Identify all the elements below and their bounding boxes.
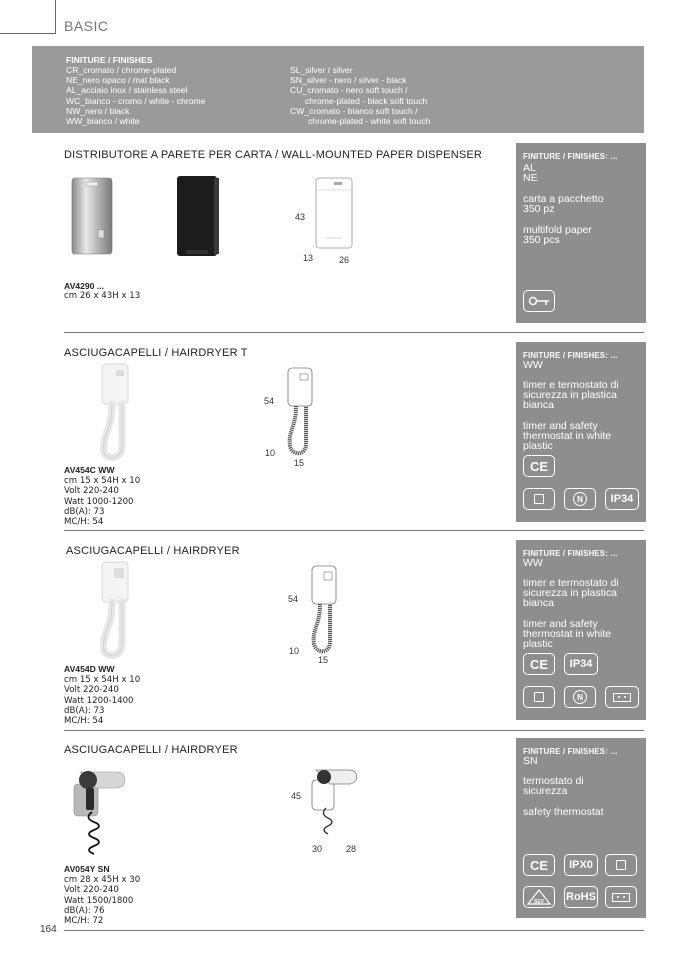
finish-item: chrome-plated - black soft touch [305, 95, 428, 106]
finish-item: NE_nero opaco / mat black [66, 75, 170, 86]
sev-mark-icon [523, 886, 555, 908]
product-code: AV454D WW [64, 664, 115, 674]
spec-volt: Volt 220-240 [64, 486, 119, 497]
spec-volt: Volt 220-240 [64, 885, 119, 896]
product-title: ASCIUGACAPELLI / HAIRDRYER [66, 545, 240, 557]
finishes-left-column [66, 65, 205, 126]
feature-text: timer and safety [523, 618, 598, 630]
spec-airflow: MC/H: 54 [64, 517, 104, 528]
feature-text: multifold paper [523, 224, 592, 236]
socket-icon [605, 686, 639, 708]
product-code: AV454C WW [64, 465, 115, 475]
section-divider [64, 530, 644, 531]
feature-text: sicurezza in plastica [523, 389, 617, 401]
dimension-width: 15 [294, 458, 305, 468]
bottom-rule [64, 930, 644, 931]
finish-panel [516, 738, 646, 918]
sev-mark-text: SEV [533, 899, 545, 905]
spec-watt: Watt 1000-1200 [64, 496, 134, 507]
finish-code: WW [523, 359, 543, 371]
finish-panel [516, 540, 646, 720]
feature-text: bianca [523, 597, 554, 609]
dispenser-inox-photo [70, 176, 114, 256]
product-specs [64, 675, 140, 726]
feature-text: thermostat in white [523, 628, 612, 640]
spec-noise: dB(A): 73 [64, 506, 105, 517]
finish-panel [516, 342, 646, 522]
ip34-icon: IP34 [564, 653, 598, 675]
spec-volt: Volt 220-240 [64, 685, 119, 696]
dimension-width: 15 [318, 655, 329, 665]
finish-item: chrome-plated - white soft touch [308, 116, 431, 127]
dimension-height: 54 [288, 594, 299, 604]
feature-text: safety thermostat [523, 806, 604, 818]
dispenser-black-photo [174, 174, 222, 260]
finish-panel-label: FINITURE / FINISHES: ... [523, 549, 618, 558]
spec-airflow: MC/H: 54 [64, 716, 104, 727]
feature-text: thermostat in white [523, 430, 612, 442]
socket-icon [605, 886, 637, 908]
section-divider [64, 332, 644, 333]
finish-panel-label: FINITURE / FINISHES: ... [523, 152, 618, 161]
product-specs [64, 476, 140, 527]
dimension-depth: 10 [289, 646, 300, 656]
spec-airflow: MC/H: 72 [64, 916, 104, 927]
spec-size: cm 15 x 54H x 10 [64, 675, 141, 685]
product-code: AV054Y SN [64, 864, 110, 874]
feature-text: sicurezza [523, 785, 568, 797]
product-title: ASCIUGACAPELLI / HAIRDRYER T [64, 347, 248, 359]
finish-code: WW [523, 557, 543, 569]
finish-item: SN_silver - nero / silver - black [290, 75, 407, 86]
hairdryer-holder-photo [66, 762, 136, 862]
feature-text: sicurezza in plastica [523, 587, 617, 599]
class2-icon [523, 488, 555, 510]
class2-icon [605, 854, 637, 876]
section-divider [64, 730, 644, 731]
ce-mark-icon: CE [523, 455, 555, 477]
feature-text: 350 pz [523, 203, 555, 215]
finish-item: AL_acciaio inox / stainless steel [66, 85, 188, 96]
dimension-depth: 13 [303, 253, 314, 263]
finish-panel [516, 143, 646, 323]
spec-size: cm 28 x 45H x 30 [64, 875, 141, 885]
section-header: BASIC [64, 18, 109, 34]
dimension-height: 43 [295, 212, 306, 222]
feature-text: plastic [523, 440, 553, 452]
product-size: cm 26 x 43H x 13 [64, 291, 141, 301]
feature-text: timer and safety [523, 420, 598, 432]
finish-code: NE [523, 172, 538, 184]
dimension-width: 26 [339, 255, 350, 265]
hairdryer-photo [96, 560, 136, 660]
hairdryer-drawing [306, 564, 346, 656]
finish-item: WC_bianco - cromo / white - chrome [66, 95, 206, 106]
corner-frame [0, 0, 56, 34]
product-title: DISTRIBUTORE A PARETE PER CARTA / WALL-MOUNTED PAPER DISPENSER [64, 149, 483, 161]
rohs-icon: RoHS [564, 886, 598, 908]
finishes-title: FINITURE / FINISHES [66, 55, 153, 65]
feature-text: timer e termostato di [523, 577, 619, 589]
feature-text: bianca [523, 399, 554, 411]
finish-panel-label: FINITURE / FINISHES: ... [523, 351, 618, 360]
ipx0-icon: IPX0 [564, 854, 598, 876]
ip34-icon: IP34 [605, 488, 639, 510]
n-mark-icon [564, 488, 596, 510]
spec-watt: Watt 1200-1400 [64, 695, 134, 706]
finish-item: CU_cromato - nero soft touch / [290, 85, 408, 96]
hairdryer-t-drawing [282, 366, 322, 458]
ce-mark-icon: CE [523, 854, 555, 876]
feature-text: plastic [523, 638, 553, 650]
finish-item: WW_bianco / white [66, 116, 140, 127]
dimension-height: 54 [264, 396, 275, 406]
dimension-depth: 30 [312, 844, 323, 854]
spec-noise: dB(A): 76 [64, 905, 105, 916]
class2-icon [523, 686, 555, 708]
n-mark-letter: N [573, 492, 587, 506]
product-title: ASCIUGACAPELLI / HAIRDRYER [64, 744, 238, 756]
dimension-width: 28 [346, 844, 357, 854]
product-specs [64, 875, 140, 926]
finish-code: AL [523, 162, 536, 174]
key-icon [523, 290, 555, 312]
dimension-depth: 10 [265, 448, 276, 458]
feature-text: carta a pacchetto [523, 193, 604, 205]
finish-code: SN [523, 755, 538, 767]
finish-item: NW_nero / black [66, 105, 130, 116]
product-code: AV4290 ... [64, 281, 104, 291]
page-number: 164 [40, 924, 57, 935]
spec-watt: Watt 1500/1800 [64, 895, 134, 906]
feature-text: 350 pcs [523, 234, 560, 246]
dimension-height: 45 [291, 791, 302, 801]
spec-noise: dB(A): 73 [64, 705, 105, 716]
finish-item: CW_cromato - bianco soft touch / [290, 105, 418, 116]
hairdryer-holder-drawing [304, 762, 364, 842]
n-mark-icon [564, 686, 596, 708]
n-mark-letter: N [573, 690, 587, 704]
finish-item: CR_cromato / chrome-plated [66, 65, 177, 75]
dispenser-technical-drawing [312, 176, 356, 252]
hairdryer-t-photo [96, 362, 136, 462]
finishes-right-column [290, 65, 430, 126]
feature-text: timer e termostato di [523, 379, 619, 391]
spec-size: cm 15 x 54H x 10 [64, 476, 141, 486]
ce-mark-icon: CE [523, 653, 555, 675]
finish-panel-label: FINITURE / FINISHES: ... [523, 747, 618, 756]
finishes-legend [32, 46, 644, 133]
feature-text: termostato di [523, 775, 584, 787]
finish-item: SL_silver / silver [290, 65, 353, 75]
